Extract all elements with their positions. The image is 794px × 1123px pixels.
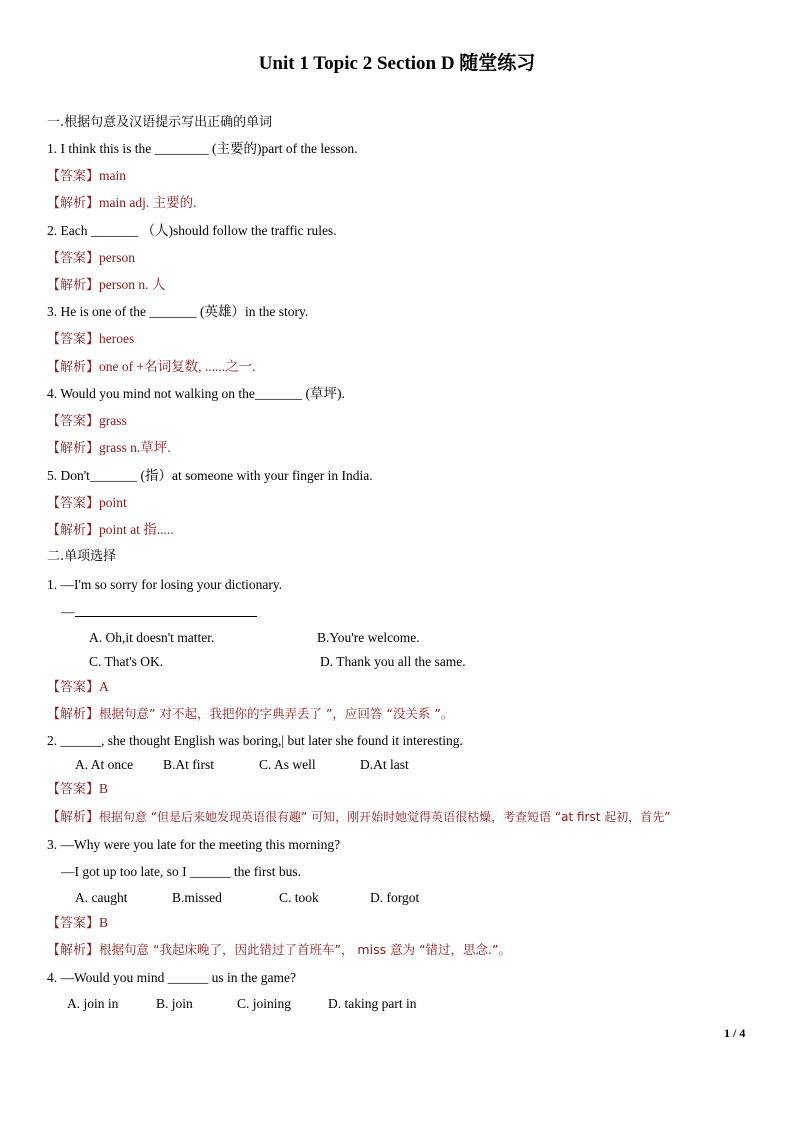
s2-question-2: 2. ______, she thought English was boring,| but later she found it interesting. <box>47 733 463 748</box>
s1-question-5: 5. Don't_______ (指）at someone with your finger in India. <box>47 468 373 483</box>
s2-q1-option-d: D. Thank you all the same. <box>320 654 466 669</box>
s2-q1-option-c: C. That's OK. <box>89 654 164 669</box>
s2-explanation-1: 【解析】根据句意” 对不起，我把你的字典弄丢了 ”，应回答 “没关系 ”。 <box>47 706 454 722</box>
s2-explanation-2: 【解析】根据句意 “但是后来她发现英语很有趣” 可知，刚开始时她觉得英语很枯燥，考查短语 “at first 起初，首先” <box>47 810 671 825</box>
page-title: Unit 1 Topic 2 Section D 随堂练习 <box>258 53 536 74</box>
s1-answer-4: 【答案】grass <box>47 413 127 429</box>
s2-q3-option-b: B.missed <box>172 890 222 905</box>
page-number: 1 / 4 <box>724 1026 746 1040</box>
s2-q4-option-c: C. joining <box>237 996 292 1011</box>
s2-q1-option-b: B.You're welcome. <box>317 630 420 645</box>
s1-explanation-2: 【解析】person n. 人 <box>47 277 166 293</box>
section1-heading: 一.根据句意及汉语提示写出正确的单词 <box>47 115 273 130</box>
s2-q4-option-b: B. join <box>156 996 193 1011</box>
s2-question-1: 1. —I'm so sorry for losing your dictionary. <box>47 577 283 592</box>
s2-q4-option-a: A. join in <box>67 996 119 1011</box>
s1-question-3: 3. He is one of the _______ (英雄）in the story. <box>47 304 309 319</box>
s2-q2-option-a: A. At once <box>75 757 134 772</box>
s2-q2-option-b: B.At first <box>163 757 215 772</box>
s2-q2-option-d: D.At last <box>360 757 409 772</box>
s1-answer-3: 【答案】heroes <box>47 331 135 347</box>
s2-q3-reply: —I got up too late, so I ______ the first bus. <box>61 864 301 879</box>
s1-question-2: 2. Each _______ （人)should follow the traffic rules. <box>47 223 337 238</box>
s2-q3-option-a: A. caught <box>75 890 128 905</box>
s2-question-4: 4. —Would you mind ______ us in the game? <box>47 970 297 985</box>
s2-q4-option-d: D. taking part in <box>328 996 417 1011</box>
section2-heading: 二.单项选择 <box>47 549 117 564</box>
s2-answer-3: 【答案】B <box>47 915 109 931</box>
s2-question-3: 3. —Why were you late for the meeting this morning? <box>47 837 341 852</box>
s2-answer-2: 【答案】B <box>47 781 109 797</box>
s2-q1-option-a: A. Oh,it doesn't matter. <box>89 630 215 645</box>
s1-answer-1: 【答案】main <box>47 168 127 184</box>
s1-explanation-4: 【解析】grass n.草坪. <box>47 440 171 456</box>
s1-answer-2: 【答案】person <box>47 250 136 266</box>
s2-q3-option-c: C. took <box>279 890 319 905</box>
s2-q1-reply-dash: — <box>61 604 75 619</box>
s1-explanation-1: 【解析】main adj. 主要的. <box>47 195 197 211</box>
s1-question-1: 1. I think this is the ________ (主要的)part of the lesson. <box>47 141 358 156</box>
s1-question-4: 4. Would you mind not walking on the_______ (草坪). <box>47 386 345 401</box>
s1-answer-5: 【答案】point <box>47 495 127 511</box>
answer-blank-line <box>75 606 257 617</box>
s2-q3-option-d: D. forgot <box>370 890 420 905</box>
s2-answer-1: 【答案】A <box>47 679 109 695</box>
s1-explanation-5: 【解析】point at 指..... <box>47 522 174 538</box>
s2-q2-option-c: C. As well <box>259 757 316 772</box>
s1-explanation-3: 【解析】one of +名词复数, ......之一. <box>47 359 256 375</box>
s2-explanation-3: 【解析】根据句意 “我起床晚了，因此错过了首班车”， miss 意为 “错过，思念.”。 <box>47 942 511 958</box>
